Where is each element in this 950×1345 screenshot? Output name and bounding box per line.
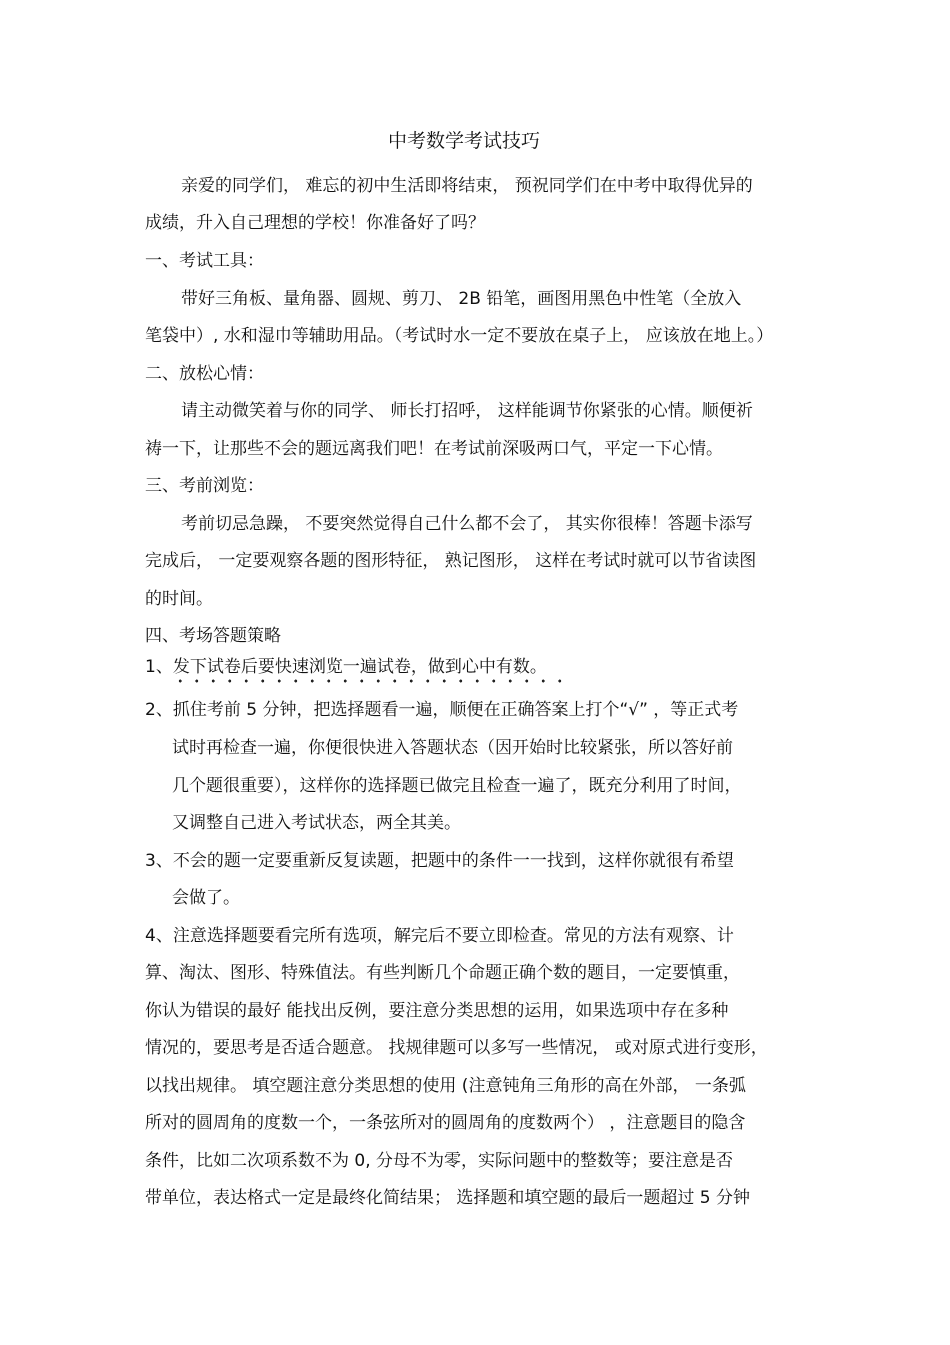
text-line: 算、淘汰、图形、特殊值法。有些判断几个命题正确个数的题目，一定要慎重， [145, 963, 740, 983]
text-line: 你认为错误的最好 能找出反例，要注意分类思想的运用，如果选项中存在多种 [145, 1001, 729, 1021]
text-line: 会做了。 [172, 888, 240, 908]
text-line: 条件，比如二次项系数不为 0, 分母不为零，实际问题中的整数等；要注意是否 [145, 1151, 734, 1171]
list-item: 2、抓住考前 5 分钟，把选择题看一遍，顺便在正确答案上打个“√” ，等正式考 [145, 700, 739, 720]
section-heading: 一、考试工具： [145, 251, 264, 271]
text-line: 笔袋中）, 水和湿巾等辅助用品。（考试时水一定不要放在桌子上， 应该放在地上。） [145, 326, 774, 346]
section-heading: 四、考场答题策略 [145, 626, 281, 646]
section-heading: 三、考前浏览： [145, 476, 264, 496]
section-heading: 二、放松心情： [145, 364, 264, 384]
list-item: 1、发下试卷后要快速浏览一遍试卷，做到心中有数。 [145, 657, 547, 677]
page-title: 中考数学考试技巧 [388, 130, 541, 152]
text-line: 祷一下，让那些不会的题远离我们吧！在考试前深吸两口气，平定一下心情。 [145, 439, 723, 459]
text-line: 完成后， 一定要观察各题的图形特征， 熟记图形， 这样在考试时就可以节省读图 [145, 551, 757, 571]
text-line: 所对的圆周角的度数一个，一条弦所对的圆周角的度数两个） ，注意题目的隐含 [145, 1113, 746, 1133]
list-item: 3、不会的题一定要重新反复读题，把题中的条件一一找到，这样你就很有希望 [145, 851, 734, 871]
text-line: 带单位，表达格式一定是最终化简结果； 选择题和填空题的最后一题超过 5 分钟 [145, 1188, 751, 1208]
text-line: 成绩，升入自己理想的学校！你准备好了吗？ [145, 213, 485, 233]
list-item: 4、注意选择题要看完所有选项，解完后不要立即检查。常见的方法有观察、计 [145, 926, 734, 946]
text-line: 请主动微笑着与你的同学、 师长打招呼， 这样能调节你紧张的心情。顺便祈 [181, 401, 753, 421]
text-line: 带好三角板、量角器、圆规、剪刀、 2B 铅笔，画图用黑色中性笔（全放入 [181, 289, 742, 309]
text-line: 亲爱的同学们， 难忘的初中生活即将结束， 预祝同学们在中考中取得优异的 [181, 176, 753, 196]
text-line: 情况的，要思考是否适合题意。 找规律题可以多写一些情况， 或对原式进行变形， [145, 1038, 768, 1058]
emphasis-dots [172, 679, 562, 683]
text-line: 以找出规律。 填空题注意分类思想的使用 (注意钝角三角形的高在外部， 一条弧 [145, 1076, 746, 1096]
text-line: 几个题很重要），这样你的选择题已做完且检查一遍了，既充分利用了时间， [172, 776, 742, 796]
text-line: 考前切忌急躁， 不要突然觉得自己什么都不会了， 其实你很棒！答题卡添写 [181, 514, 753, 534]
text-line: 试时再检查一遍，你便很快进入答题状态（因开始时比较紧张，所以答好前 [172, 738, 733, 758]
text-line: 的时间。 [145, 589, 213, 609]
text-line: 又调整自己进入考试状态，两全其美。 [172, 813, 461, 833]
